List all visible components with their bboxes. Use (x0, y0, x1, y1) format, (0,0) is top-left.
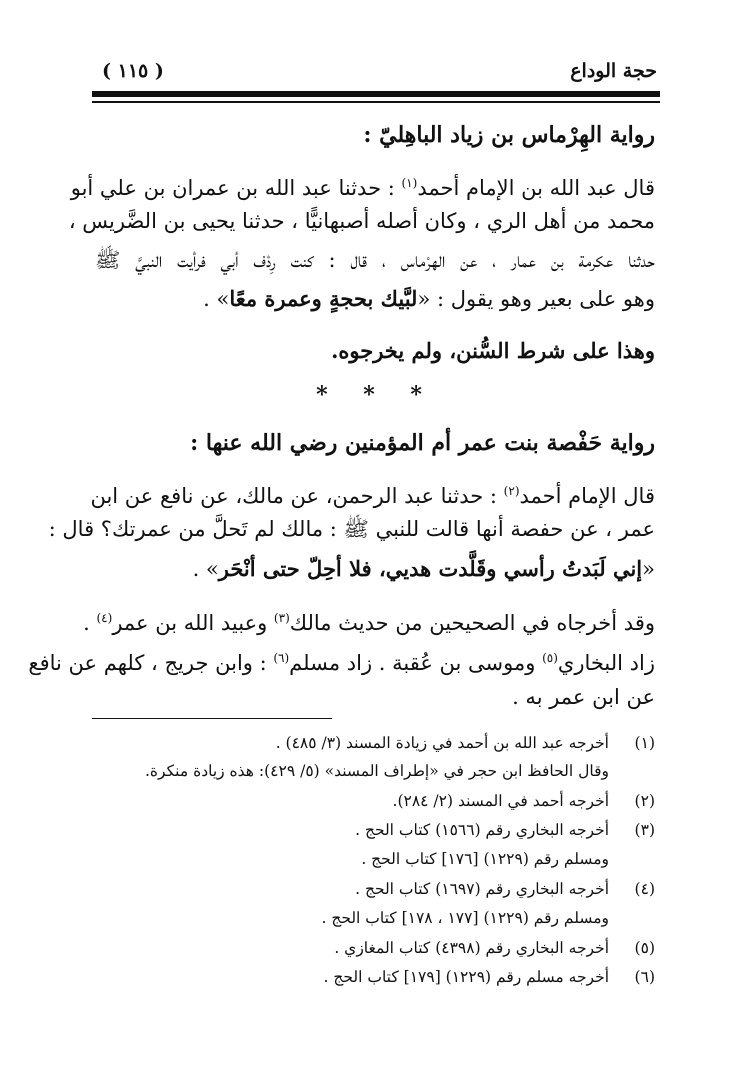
paragraph-line: عمر ، عن حفصة أنها قالت للنبي ﷺ : مالك لم تَحلَّ من عمرتك؟ قال : (48, 517, 655, 541)
header-rule-thick (92, 91, 660, 97)
paragraph-line: وقد أخرجاه في الصحيحين من حديث مالك$^{(٣)}$ وعبيد الله بن عمر$^{(٤)}$ . (83, 611, 655, 635)
paragraph-line: «إني لَبَدتُ رأسي وقَلَّدت هديي، فلا أحِلّ حتى أنْحَر» . (192, 556, 655, 581)
section-heading-hafsa: رواية حَفْصة بنت عمر أم المؤمنين رضي الله عنها : (190, 430, 655, 456)
paragraph-line: وهو على بعير وهو يقول : «لبَّيك بحجةٍ وعمرة معًا» . (203, 286, 655, 311)
footnote-item: (١)أخرجه عبد الله بن أحمد في زيادة المسند (٣/ ٤٨٥) . (275, 734, 655, 752)
footnote-number: (٦) (634, 968, 655, 986)
footnote-continuation: ومسلم رقم (١٢٢٩) [١٧٧ ، ١٧٨] كتاب الحج . (321, 909, 609, 927)
page-number: ( ١١٥ ) (102, 60, 164, 82)
footnote-item: (٤)أخرجه البخاري رقم (١٦٩٧) كتاب الحج . (355, 880, 655, 898)
footnote-number: (٣) (634, 821, 655, 839)
footnote-number: (٢) (634, 792, 655, 810)
hadith-quote: لبَّيك بحجةٍ وعمرة معًا (229, 286, 418, 311)
author-note: وهذا على شرط السُّنن، ولم يخرجوه. (331, 338, 655, 363)
footnote-ref[interactable]: (٣) (273, 611, 290, 625)
footnote-ref[interactable]: (٥) (542, 651, 558, 665)
paragraph-line: قال عبد الله بن الإمام أحمد$^{(١)}$ : حدثنا عبد الله بن عمران بن علي أبو (70, 176, 655, 200)
hadith-quote: إني لَبَدتُ رأسي وقَلَّدت هديي، فلا أحِلّ حتى أنْحَر (218, 556, 643, 581)
footnote-item: (٥)أخرجه البخاري رقم (٤٣٩٨) كتاب المغازي . (334, 939, 655, 957)
footnote-divider (92, 718, 332, 719)
paragraph-line: قال الإمام أحمد$^{(٢)}$ : حدثنا عبد الرحمن، عن مالك، عن نافع عن ابن (90, 484, 655, 508)
paragraph-line: حدثنا عكرمة بن عمار ، عن الهرْماس ، قال : كنت رِدْف أبي فرأيت النبيَّ ﷺ (95, 248, 655, 272)
footnote-ref[interactable]: (١) (401, 176, 418, 190)
footnote-continuation: وقال الحافظ ابن حجر في «إطراف المسند» (٥/ ٤٢٩): هذه زيادة منكرة. (145, 762, 609, 780)
footnote-item: (٦)أخرجه مسلم رقم (١٢٢٩) [١٧٩] كتاب الحج . (323, 968, 655, 986)
footnote-continuation: ومسلم رقم (١٢٢٩) [١٧٦] كتاب الحج . (361, 850, 609, 868)
header-rule-thin (92, 101, 660, 103)
paragraph-line: عن ابن عمر به . (512, 685, 655, 709)
footnote-ref[interactable]: (٢) (503, 484, 520, 498)
footnote-item: (٣)أخرجه البخاري رقم (١٥٦٦) كتاب الحج . (355, 821, 655, 839)
footnote-ref[interactable]: (٤) (96, 611, 113, 625)
section-heading-hirmas: رواية الهِرْماس بن زياد الباهِليّ : (363, 122, 655, 148)
paragraph-line: زاد البخاري$^{(٥)}$ وموسى بن عُقبة . زاد مسلم$^{(٦)}$ : وابن جريج ، كلهم عن نافع (28, 651, 655, 675)
footnote-number: (٤) (634, 880, 655, 898)
section-separator: * * * (316, 382, 436, 408)
running-header-title: حجة الوداع (570, 60, 657, 82)
paragraph-line: محمد من أهل الري ، وكان أصله أصبهانيًّا ، حدثنا يحيى بن الضَّريس ، (68, 209, 655, 233)
footnote-number: (٥) (634, 939, 655, 957)
footnote-ref[interactable]: (٦) (273, 651, 290, 665)
footnote-item: (٢)أخرجه أحمد في المسند (٢/ ٢٨٤). (392, 792, 655, 810)
footnote-number: (١) (634, 734, 655, 752)
